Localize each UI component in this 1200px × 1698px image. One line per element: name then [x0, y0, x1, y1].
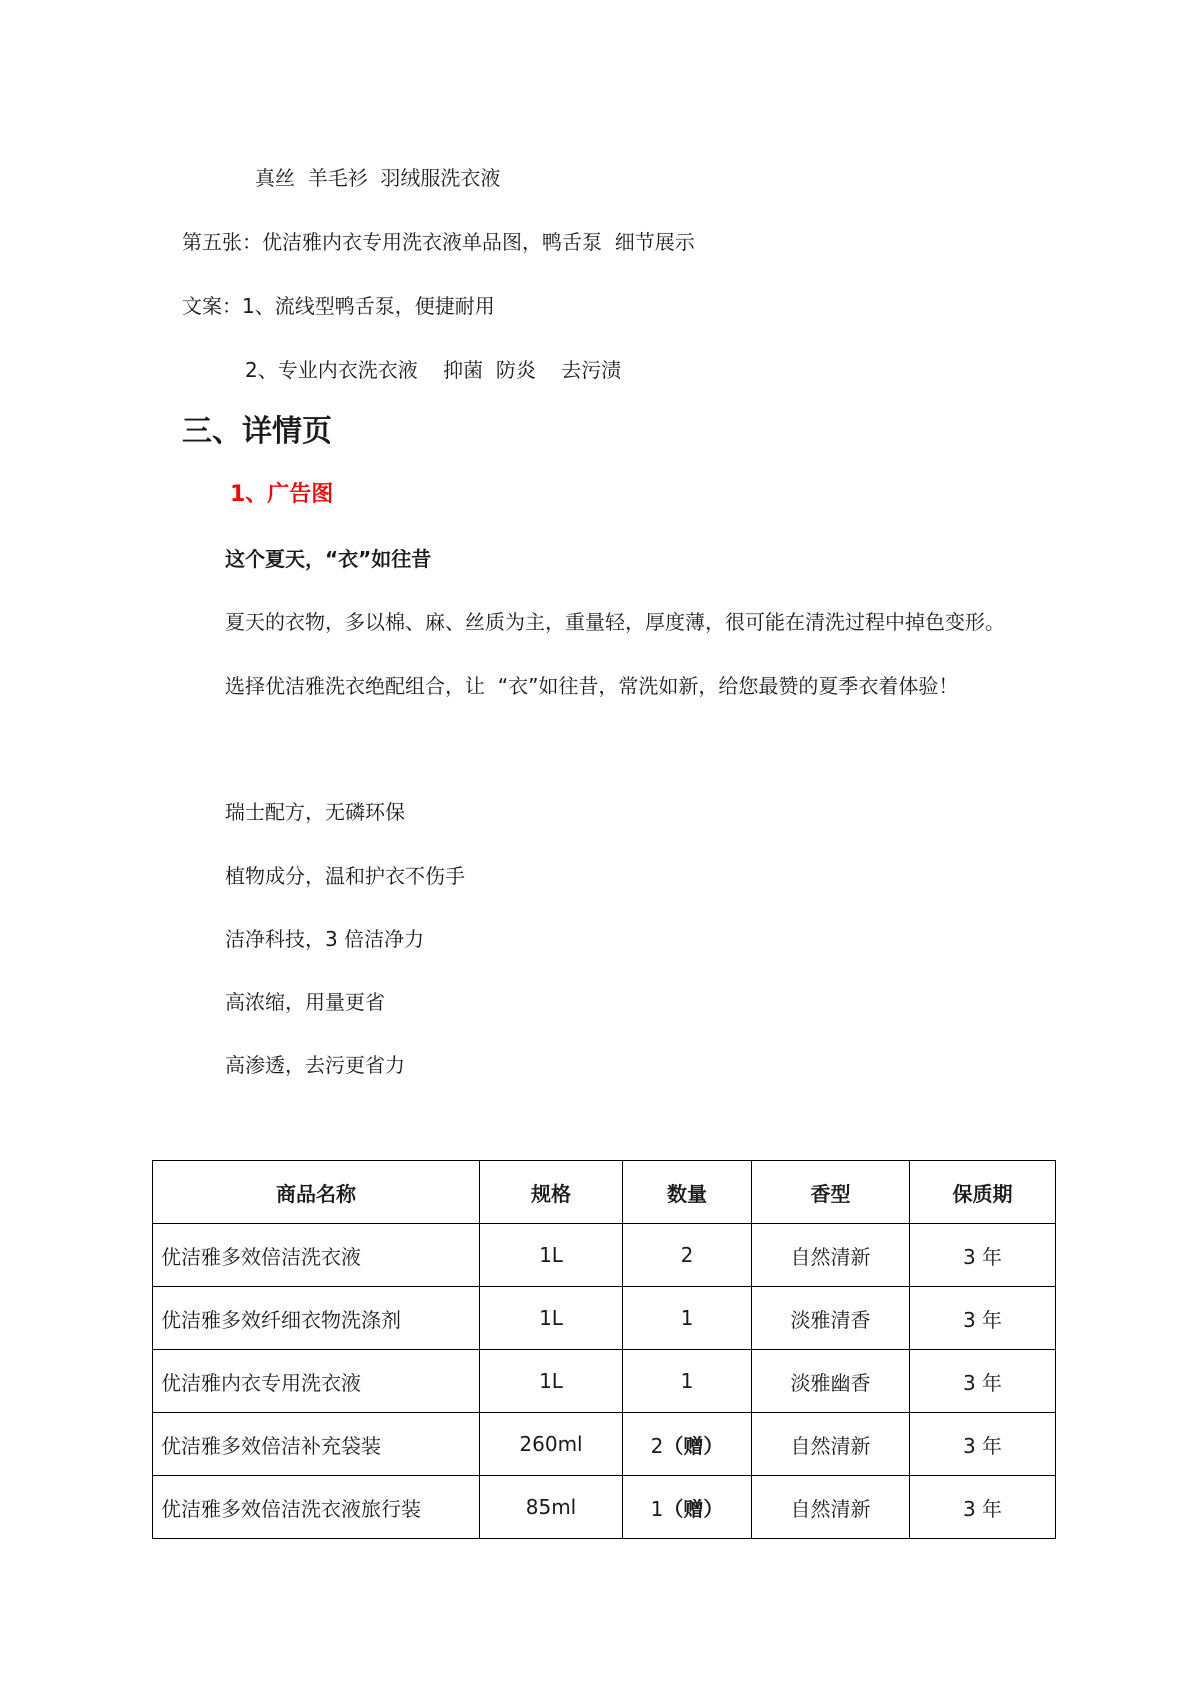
cell-shelf-life: 3 年: [910, 1413, 1056, 1476]
qty-value: 1: [680, 1369, 694, 1393]
cell-scent: 自然清新: [752, 1476, 910, 1539]
qty-value: 1: [650, 1496, 664, 1521]
qty-value: 2: [650, 1433, 664, 1458]
table-row: [153, 1224, 1056, 1287]
cell-scent: 淡雅幽香: [752, 1350, 910, 1413]
header-product-name: 商品名称: [153, 1161, 480, 1224]
cell-quantity: [623, 1476, 752, 1539]
table-header-row: [153, 1161, 1056, 1224]
cell-scent: 自然清新: [752, 1224, 910, 1287]
cell-shelf-life: 3 年: [910, 1287, 1056, 1350]
cell-shelf-life: 3 年: [910, 1476, 1056, 1539]
feature-item: 高渗透，去污更省力: [225, 1053, 405, 1077]
feature-item: 植物成分，温和护衣不伤手: [225, 864, 465, 888]
cell-product-name: 优洁雅多效倍洁补充袋装: [153, 1413, 480, 1476]
cell-shelf-life: 3 年: [910, 1350, 1056, 1413]
cell-spec: 260ml: [480, 1413, 623, 1476]
header-quantity: 数量: [623, 1161, 752, 1224]
cell-spec: 1L: [480, 1224, 623, 1287]
section-title: 三、详情页: [182, 414, 332, 449]
cell-scent: 淡雅清香: [752, 1287, 910, 1350]
cell-quantity: [623, 1287, 752, 1350]
header-shelf-life: 保质期: [910, 1161, 1056, 1224]
table-row: [153, 1350, 1056, 1413]
ad-headline: 这个夏天，“衣”如往昔: [225, 547, 432, 571]
text-line-fabrics: 真丝 羊毛衫 羽绒服洗衣液: [255, 166, 501, 190]
cell-spec: 1L: [480, 1287, 623, 1350]
feature-item: 洁净科技，3 倍洁净力: [225, 927, 425, 951]
product-table: [152, 1160, 1056, 1539]
cell-quantity: [623, 1350, 752, 1413]
qty-value: 1: [680, 1306, 694, 1330]
cell-product-name: 优洁雅内衣专用洗衣液: [153, 1350, 480, 1413]
cell-shelf-life: 3 年: [910, 1224, 1056, 1287]
cell-product-name: 优洁雅多效倍洁洗衣液: [153, 1224, 480, 1287]
ad-paragraph-1: 夏天的衣物，多以棉、麻、丝质为主，重量轻，厚度薄，很可能在清洗过程中掉色变形。: [225, 610, 1005, 634]
cell-quantity: [623, 1413, 752, 1476]
text-line-copy-1: 文案：1、流线型鸭舌泵，便捷耐用: [182, 294, 495, 318]
feature-item: 瑞士配方，无磷环保: [225, 800, 405, 824]
cell-quantity: [623, 1224, 752, 1287]
feature-item: 高浓缩，用量更省: [225, 990, 385, 1014]
cell-product-name: 优洁雅多效倍洁洗衣液旅行装: [153, 1476, 480, 1539]
cell-product-name: 优洁雅多效纤细衣物洗涤剂: [153, 1287, 480, 1350]
table-row: [153, 1413, 1056, 1476]
header-spec: 规格: [480, 1161, 623, 1224]
text-line-copy-2: 2、专业内衣洗衣液 抑菌 防炎 去污渍: [245, 358, 622, 382]
table-row: [153, 1287, 1056, 1350]
header-scent: 香型: [752, 1161, 910, 1224]
sub-section-title: 1、广告图: [230, 482, 334, 507]
qty-value: 2: [680, 1243, 694, 1267]
text-line-fifth-image: 第五张：优洁雅内衣专用洗衣液单品图，鸭舌泵 细节展示: [182, 230, 695, 254]
qty-note: （赠）: [663, 1496, 724, 1521]
ad-paragraph-2: 选择优洁雅洗衣绝配组合，让 “衣”如往昔，常洗如新，给您最赞的夏季衣着体验！: [225, 674, 959, 698]
table-row: [153, 1476, 1056, 1539]
cell-spec: 1L: [480, 1350, 623, 1413]
qty-note: （赠）: [663, 1433, 724, 1458]
cell-scent: 自然清新: [752, 1413, 910, 1476]
cell-spec: 85ml: [480, 1476, 623, 1539]
